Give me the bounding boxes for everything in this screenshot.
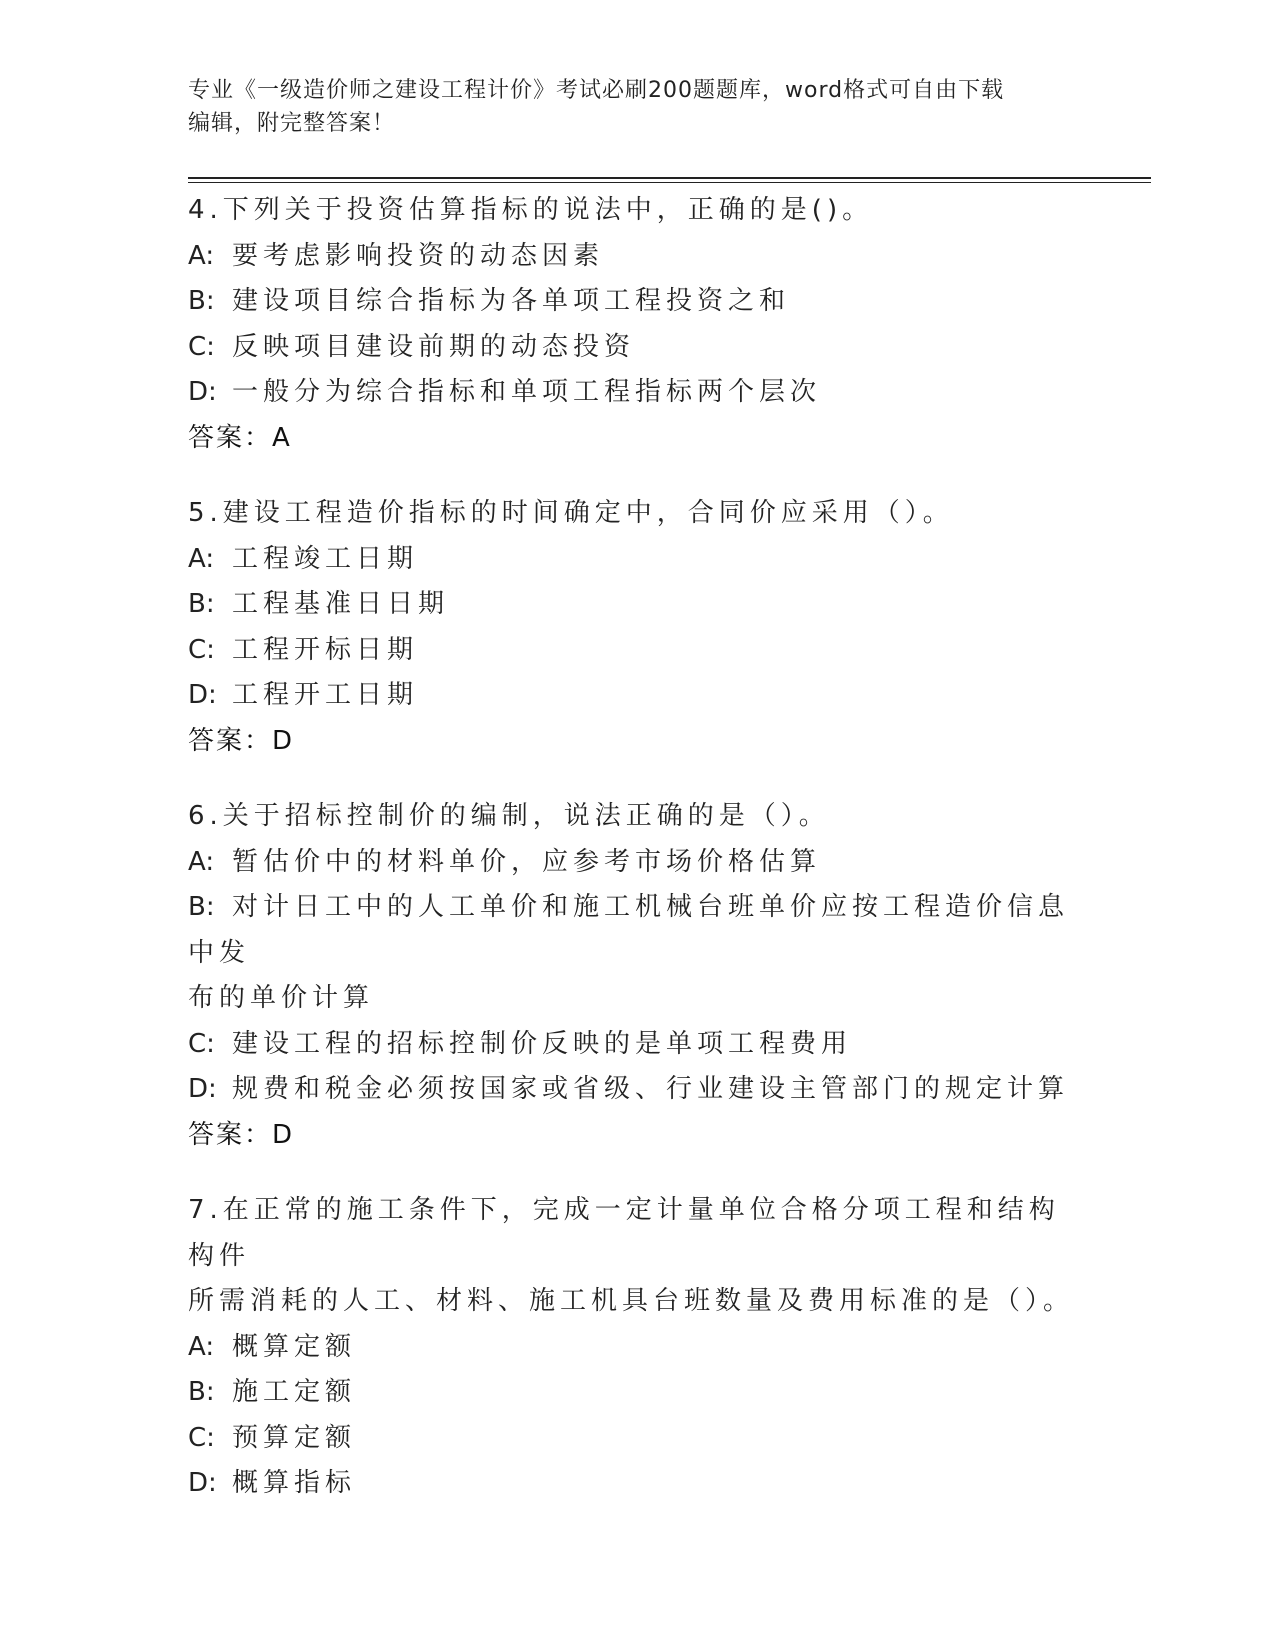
answer-option [188,370,1088,416]
option-text: 工程开标日期 [232,634,419,665]
option-text: 概算定额 [232,1331,357,1362]
header-line-2: 编辑，附完整答案！ [188,111,396,136]
question-stem: 7.在正常的施工条件下，完成一定计量单位合格分项工程和结构构件 [188,1195,1060,1271]
option-text: 规费和税金必须按国家或省级、行业建设主管部门的规定计算 [232,1074,1070,1104]
option-letter: A: [188,846,215,877]
option-letter: D: [188,377,217,407]
answer-option [188,582,1088,628]
answer-option [188,1416,1088,1462]
answer-option [188,279,1088,325]
question-block [188,794,1088,1158]
answer-option [188,1067,1088,1113]
question-stem: 6.关于招标控制价的编制，说法正确的是（）。 [188,801,830,831]
option-letter: D: [188,680,217,710]
answer-key: 答案：D [188,725,295,756]
option-text: 工程开工日期 [232,680,419,710]
option-letter: D: [188,1468,217,1498]
option-letter: C: [188,634,215,665]
option-letter: B: [188,1377,215,1407]
answer-option [188,537,1088,583]
answer-option [188,840,1088,886]
question-stem: 所需消耗的人工、材料、施工机具台班数量及费用标准的是（）。 [188,1286,1075,1316]
option-text: 暂估价中的材料单价，应参考市场价格估算 [232,846,822,877]
question-block [188,491,1088,764]
option-letter: A: [188,1331,215,1362]
question-list [188,188,1088,1537]
answer-option [188,325,1088,371]
option-text: 建设项目综合指标为各单项工程投资之和 [232,286,791,316]
answer-option [188,234,1088,280]
option-letter: C: [188,331,215,362]
header-line-1: 专业《一级造价师之建设工程计价》考试必刷200题题库，word格式可自由下载 [188,78,1005,103]
header-divider-thin [188,182,1151,183]
answer-option [188,673,1088,719]
answer-option [188,1022,1088,1068]
option-text: 概算指标 [232,1468,357,1498]
question-stem: 5.建设工程造价指标的时间确定中，合同价应采用（）。 [188,498,954,528]
option-letter: A: [188,543,215,574]
option-letter: B: [188,589,215,619]
option-text: 预算定额 [232,1422,357,1453]
header-divider-thick [188,177,1151,179]
question-stem: 4.下列关于投资估算指标的说法中，正确的是()。 [188,195,874,225]
option-text: 一般分为综合指标和单项工程指标两个层次 [232,377,822,407]
option-letter: D: [188,1074,217,1104]
question-block [188,188,1088,461]
answer-option [188,1461,1088,1507]
option-text: 工程竣工日期 [232,543,419,574]
option-text: 对计日工中的人工单价和施工机械台班单价应按工程造价信息中发 [188,892,1070,968]
option-text-continuation: 布的单价计算 [188,983,375,1013]
option-text: 施工定额 [232,1377,357,1407]
option-letter: B: [188,892,215,922]
answer-key: 答案：D [188,1119,295,1150]
answer-option [188,885,1088,976]
option-text: 建设工程的招标控制价反映的是单项工程费用 [232,1028,853,1059]
question-block [188,1188,1088,1507]
answer-key: 答案：A [188,422,292,453]
option-text: 工程基准日日期 [232,589,450,619]
option-letter: C: [188,1422,215,1453]
option-letter: C: [188,1028,215,1059]
answer-option [188,628,1088,674]
option-text: 要考虑影响投资的动态因素 [232,240,605,271]
option-letter: A: [188,240,215,271]
option-text: 反映项目建设前期的动态投资 [232,331,636,362]
answer-option [188,1325,1088,1371]
document-header [188,74,1068,140]
option-letter: B: [188,286,215,316]
answer-option [188,1370,1088,1416]
